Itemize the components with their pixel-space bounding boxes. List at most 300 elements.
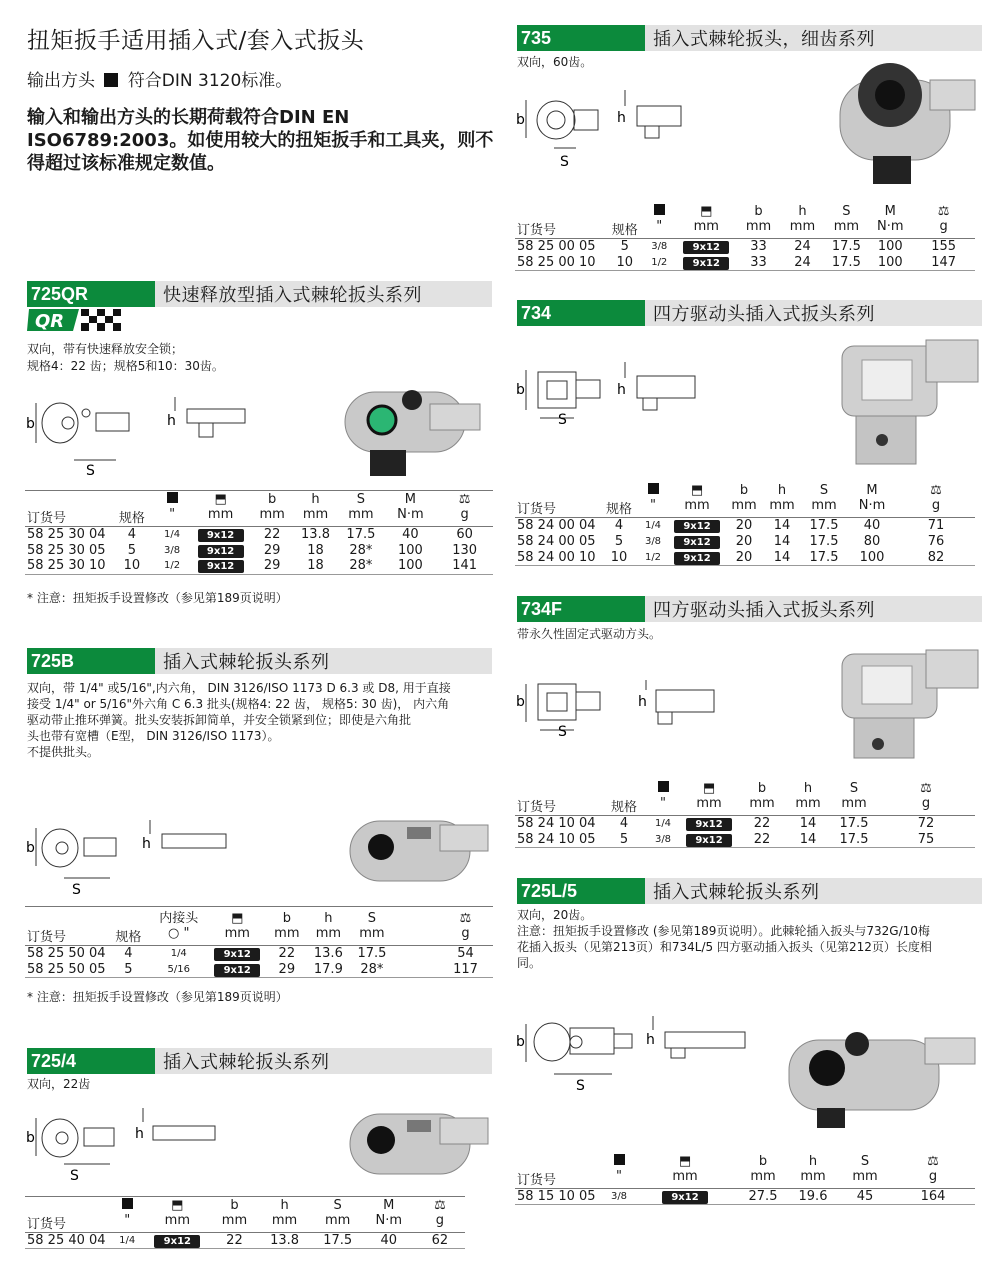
ratchet-photo-734f xyxy=(838,640,983,765)
table-row xyxy=(25,1232,465,1248)
ratchet-photo-725b xyxy=(345,805,495,895)
section-desc xyxy=(517,907,932,971)
m-value: 80 xyxy=(863,534,881,549)
col-h: h xyxy=(280,1197,289,1213)
section-code: 725QR xyxy=(27,281,155,307)
dimension-diagram-734 xyxy=(514,366,609,428)
order-number: 58 25 00 10 xyxy=(515,255,607,271)
s-value: 17.5 xyxy=(346,526,376,542)
b-value: 33 xyxy=(737,255,781,271)
col-inch: " xyxy=(112,1213,142,1233)
section-header-734f xyxy=(517,596,982,622)
inch-size: 1/2 xyxy=(643,255,676,271)
section-code: 725L/5 xyxy=(517,878,645,904)
section-desc: 规格4：22 齿；规格5和10：30齿。 xyxy=(27,359,224,373)
s-value: 17.5 xyxy=(824,255,868,271)
col-inch: " xyxy=(154,507,191,527)
b-value: 29 xyxy=(266,962,307,978)
col-unit: g xyxy=(897,498,975,518)
col-b: b xyxy=(282,911,291,926)
square-drive-icon xyxy=(654,204,665,215)
col-unit: g xyxy=(438,926,493,946)
chip-9x12: 9x12 xyxy=(686,834,732,847)
side-diagram-725-4 xyxy=(133,1108,228,1153)
size: 5 xyxy=(620,239,629,255)
side-diagram-725l5 xyxy=(645,1016,755,1061)
hex-ring-icon: ○ " xyxy=(149,926,208,946)
col-unit: mm xyxy=(308,926,350,946)
b-value: 29 xyxy=(263,542,281,558)
table-row xyxy=(515,1189,975,1205)
svg-text:S: S xyxy=(560,154,569,170)
col-unit: N·m xyxy=(847,498,897,518)
ratchet-photo-734 xyxy=(838,330,983,470)
chip-9x12: 9x12 xyxy=(198,545,244,558)
section-desc: 带永久性固定式驱动方头。 xyxy=(517,627,662,641)
col-size: 规格 xyxy=(607,219,643,239)
col-h: h xyxy=(798,204,807,219)
svg-text:b: b xyxy=(26,1130,35,1146)
h-value: 14 xyxy=(763,550,801,566)
section-desc: 双向，带有快速释放安全锁； xyxy=(27,342,184,356)
svg-text:S: S xyxy=(558,724,567,740)
m-value: 40 xyxy=(863,518,881,534)
inch-size: 1/2 xyxy=(154,558,191,574)
s-value: 17.5 xyxy=(357,946,387,962)
h-value: 18 xyxy=(294,558,337,574)
svg-text:h: h xyxy=(638,694,647,710)
side-diagram-725b xyxy=(140,820,235,865)
chip-9x12: 9x12 xyxy=(674,552,720,565)
h-value: 14 xyxy=(799,816,817,832)
order-number: 58 25 30 04 xyxy=(27,526,106,542)
col-h: h xyxy=(311,491,320,507)
desc-line: 不提供批头。 xyxy=(27,745,100,759)
col-s: S xyxy=(860,1154,870,1169)
inch-size: 5/16 xyxy=(149,962,208,978)
chip-9x12: 9x12 xyxy=(214,948,260,961)
dimension-diagram-734f xyxy=(514,680,609,740)
col-unit: mm xyxy=(337,507,384,527)
g-value: 117 xyxy=(438,962,493,978)
chip-9x12: 9x12 xyxy=(686,818,732,831)
svg-text:S: S xyxy=(576,1078,585,1094)
inch-size: 1/2 xyxy=(637,550,669,566)
square-drive-icon xyxy=(104,73,118,87)
ratchet-photo-735 xyxy=(835,60,985,185)
svg-text:h: h xyxy=(617,382,626,398)
m-value: 40 xyxy=(363,1232,415,1248)
ratchet-photo-725qr xyxy=(340,372,490,480)
h-value: 14 xyxy=(773,518,791,534)
col-unit: g xyxy=(891,1169,975,1189)
col-h: h xyxy=(808,1154,818,1169)
section-title: 四方驱动头插入式扳头系列 xyxy=(653,600,875,621)
col-inch: " xyxy=(643,219,676,239)
col-unit: mm xyxy=(212,1213,256,1233)
weight-icon: ⚖ xyxy=(937,204,950,219)
b-value: 22 xyxy=(278,946,296,962)
svg-text:S: S xyxy=(72,882,81,897)
chip-9x12: 9x12 xyxy=(662,1191,708,1204)
inch-size: 3/8 xyxy=(644,536,662,547)
size: 5 xyxy=(108,962,150,978)
col-s: S xyxy=(819,483,829,498)
h-value: 24 xyxy=(794,239,811,255)
svg-text:h: h xyxy=(617,110,626,126)
din-label: 符合DIN 3120标准。 xyxy=(127,71,293,91)
col-unit: mm xyxy=(208,926,266,946)
col-unit: mm xyxy=(191,507,251,527)
square-drive-icon xyxy=(167,492,178,503)
section-code: 725/4 xyxy=(27,1048,155,1074)
col-order: 订货号 xyxy=(25,926,108,946)
col-unit: g xyxy=(912,219,975,239)
b-value: 20 xyxy=(735,518,753,534)
section-header-735 xyxy=(517,25,982,51)
col-unit: mm xyxy=(251,507,294,527)
inch-size: 1/4 xyxy=(644,520,662,532)
col-unit: mm xyxy=(787,1169,839,1189)
inch-size: 3/8 xyxy=(607,1189,631,1205)
qr-logo xyxy=(27,307,127,333)
desc-line: 驱动带止推环弹簧。批头安装拆卸简单，并安全锁紧到位；即使是六角批 xyxy=(27,713,412,727)
svg-text:S: S xyxy=(70,1168,79,1184)
col-order: 订货号 xyxy=(515,1169,607,1189)
col-h: h xyxy=(803,781,813,796)
order-number: 58 15 10 05 xyxy=(515,1189,607,1205)
svg-text:S: S xyxy=(558,412,567,428)
dimension-diagram-725qr xyxy=(24,395,149,480)
col-h: h xyxy=(324,911,333,926)
section-title: 四方驱动头插入式扳头系列 xyxy=(653,304,875,325)
spanner-icon: ⬒ xyxy=(678,1154,692,1169)
g-value: 75 xyxy=(877,832,975,848)
chip-9x12: 9x12 xyxy=(214,964,260,977)
section-desc: 双向，60齿。 xyxy=(517,55,593,69)
order-number: 58 25 50 04 xyxy=(27,946,106,962)
dimension-diagram-735 xyxy=(514,92,604,172)
col-unit: mm xyxy=(725,498,763,518)
col-s: S xyxy=(367,911,377,926)
g-value: 155 xyxy=(931,239,957,255)
section-title: 快速释放型插入式棘轮扳头系列 xyxy=(163,285,422,306)
m-value: 100 xyxy=(398,542,423,558)
page-title: 扭矩扳手适用插入式/套入式扳头 xyxy=(27,28,365,54)
g-value: 62 xyxy=(415,1232,465,1248)
col-s: S xyxy=(842,204,851,219)
col-unit: mm xyxy=(679,796,739,816)
h-value: 14 xyxy=(785,832,831,848)
svg-text:h: h xyxy=(142,836,151,852)
b-value: 29 xyxy=(251,558,294,574)
size: 4 xyxy=(614,518,624,534)
col-unit: mm xyxy=(631,1169,739,1189)
col-s: S xyxy=(356,491,366,507)
table-row xyxy=(25,542,493,558)
col-unit: g xyxy=(436,507,493,527)
col-inch: " xyxy=(637,498,669,518)
b-value: 22 xyxy=(739,832,785,848)
g-value: 164 xyxy=(891,1189,975,1205)
table-row xyxy=(515,518,975,534)
dimension-diagram-725b xyxy=(24,822,149,897)
order-number: 58 24 00 10 xyxy=(515,550,601,566)
s-value: 45 xyxy=(839,1189,891,1205)
size: 10 xyxy=(607,255,643,271)
section-desc xyxy=(27,680,451,760)
col-inch: " xyxy=(607,1169,631,1189)
inch-size: 1/4 xyxy=(654,818,672,830)
spanner-icon: ⬒ xyxy=(690,483,704,498)
svg-text:b: b xyxy=(26,840,35,856)
col-unit: mm xyxy=(739,796,785,816)
chip-9x12: 9x12 xyxy=(683,241,729,254)
side-diagram-725qr xyxy=(165,397,250,447)
m-value: 100 xyxy=(877,239,903,255)
order-number: 58 25 40 04 xyxy=(25,1232,112,1248)
svg-text:h: h xyxy=(135,1126,144,1142)
desc-line: 双向，20齿。 xyxy=(517,908,593,922)
inch-size: 3/8 xyxy=(647,832,679,848)
spanner-icon: ⬒ xyxy=(214,491,227,507)
svg-text:S: S xyxy=(86,463,95,479)
m-value: 100 xyxy=(868,255,912,271)
col-unit: mm xyxy=(801,498,847,518)
h-value: 19.6 xyxy=(787,1189,839,1205)
desc-line: 注意：扭矩扳手设置修改 (参见第189页说明）。此棘轮插入扳头与732G/10梅 xyxy=(517,924,930,938)
side-diagram-735 xyxy=(615,90,695,145)
spec-table-725l5 xyxy=(515,1153,975,1205)
col-m: M xyxy=(884,204,896,219)
section-code: 734 xyxy=(517,300,645,326)
table-row xyxy=(25,946,493,962)
s-value: 17.5 xyxy=(839,816,869,832)
order-number: 58 24 00 04 xyxy=(517,518,596,534)
svg-text:b: b xyxy=(26,416,35,432)
col-unit: N·m xyxy=(868,219,912,239)
spec-table-735 xyxy=(515,203,975,271)
svg-text:b: b xyxy=(516,1034,525,1050)
g-value: 54 xyxy=(457,946,474,962)
col-order: 订货号 xyxy=(515,219,607,239)
col-b: b xyxy=(754,204,763,219)
size: 10 xyxy=(110,558,153,574)
col-unit: g xyxy=(877,796,975,816)
side-diagram-734f xyxy=(636,680,726,730)
col-unit: mm xyxy=(349,926,394,946)
s-value: 17.5 xyxy=(313,1232,363,1248)
col-unit: mm xyxy=(676,219,737,239)
order-number: 58 25 50 05 xyxy=(27,961,106,977)
square-drive-icon xyxy=(658,781,669,792)
weight-icon: ⚖ xyxy=(459,911,472,926)
inch-size: 1/4 xyxy=(170,948,187,960)
desc-line: 接受 1/4" or 5/16"外六角 C 6.3 批头(规格4: 22 齿， 规格5: 30 齿)， 内六角 xyxy=(27,697,450,711)
col-unit: N·m xyxy=(363,1213,415,1233)
dimension-diagram-725-4 xyxy=(24,1112,149,1184)
s-value: 28* xyxy=(349,542,373,558)
ratchet-photo-725-4 xyxy=(345,1094,495,1189)
table-row xyxy=(25,558,493,574)
col-b: b xyxy=(757,781,767,796)
size: 5 xyxy=(127,542,136,558)
order-number: 58 25 00 05 xyxy=(517,239,596,255)
s-value: 17.5 xyxy=(831,239,861,255)
g-value: 82 xyxy=(897,550,975,566)
col-size: 规格 xyxy=(601,796,647,816)
size: 10 xyxy=(601,550,637,566)
s-value: 17.5 xyxy=(809,518,839,534)
col-s: S xyxy=(333,1197,342,1213)
spanner-icon: ⬒ xyxy=(171,1197,184,1213)
weight-icon: ⚖ xyxy=(458,491,471,507)
col-unit: mm xyxy=(739,1169,787,1189)
square-drive-icon xyxy=(122,1198,133,1209)
section-code: 725B xyxy=(27,648,155,674)
square-drive-icon xyxy=(648,483,659,494)
col-unit: g xyxy=(415,1213,465,1233)
spec-table-734 xyxy=(515,482,975,566)
col-order: 订货号 xyxy=(515,796,601,816)
col-unit: mm xyxy=(763,498,801,518)
size: 5 xyxy=(614,534,624,549)
footnote: * 注意：扭矩扳手设置修改（参见第189页说明） xyxy=(27,591,288,605)
col-unit: mm xyxy=(781,219,825,239)
h-value: 13.8 xyxy=(257,1232,313,1248)
g-value: 147 xyxy=(912,255,975,271)
size: 4 xyxy=(124,946,133,962)
section-desc: 双向，22齿 xyxy=(27,1077,91,1091)
col-m: M xyxy=(866,483,878,498)
col-unit: mm xyxy=(785,796,831,816)
col-order: 订货号 xyxy=(515,498,601,518)
size: 4 xyxy=(619,816,629,832)
b-value: 22 xyxy=(212,1232,256,1248)
s-value: 17.5 xyxy=(809,534,839,549)
svg-text:h: h xyxy=(646,1032,655,1048)
desc-line: 花插入扳头（见第213页）和734L/5 四方驱动插入扳头（见第212页）长度相 xyxy=(517,940,932,954)
col-m: M xyxy=(404,491,417,507)
spec-table-725qr xyxy=(25,490,493,575)
desc-line: 头也带有宽槽（E型， DIN 3126/ISO 1173）。 xyxy=(27,729,280,743)
inch-size: 3/8 xyxy=(651,241,668,253)
spanner-icon: ⬒ xyxy=(700,204,713,219)
svg-text:h: h xyxy=(167,413,176,429)
inch-size: 1/4 xyxy=(164,528,181,540)
col-order: 订货号 xyxy=(25,1213,112,1233)
size: 4 xyxy=(127,526,136,542)
desc-line: 双向，带 1/4" 或5/16",内六角， DIN 3126/ISO 1173 D 6.3 或 D8, 用于直接 xyxy=(27,681,451,695)
section-title: 插入式棘轮扳头系列 xyxy=(163,652,330,673)
col-unit: mm xyxy=(831,796,877,816)
section-header-725b xyxy=(27,648,492,674)
side-diagram-734 xyxy=(615,362,705,417)
section-title: 插入式棘轮扳头，细齿系列 xyxy=(653,29,875,50)
weight-icon: ⚖ xyxy=(434,1197,446,1213)
spec-table-725b xyxy=(25,906,493,978)
g-value: 130 xyxy=(452,542,478,558)
table-row xyxy=(515,534,975,550)
s-value: 28* xyxy=(349,962,394,978)
section-title: 插入式棘轮扳头系列 xyxy=(653,882,820,903)
output-label: 输出方头 xyxy=(27,71,95,91)
col-b: b xyxy=(739,483,749,498)
m-value: 100 xyxy=(385,558,437,574)
g-value: 60 xyxy=(456,526,473,542)
b-value: 27.5 xyxy=(739,1189,787,1205)
h-value: 24 xyxy=(781,255,825,271)
b-value: 20 xyxy=(725,550,763,566)
section-code: 734F xyxy=(517,596,645,622)
weight-icon: ⚖ xyxy=(920,781,932,796)
s-value: 17.5 xyxy=(801,550,847,566)
col-unit: mm xyxy=(313,1213,363,1233)
inch-size: 3/8 xyxy=(164,544,181,556)
order-number: 58 24 10 05 xyxy=(515,832,601,848)
section-header-725qr xyxy=(27,281,492,307)
standard-paragraph: 输入和输出方头的长期荷载符合DIN EN ISO6789:2003。如使用较大的扭矩扳手和工具夹，则不得超过该标准规定数值。 xyxy=(27,107,494,174)
g-value: 72 xyxy=(917,816,935,832)
ratchet-photo-725l5 xyxy=(785,1012,980,1132)
chip-9x12: 9x12 xyxy=(683,257,729,270)
inch-size: 1/4 xyxy=(112,1232,142,1248)
order-number: 58 24 10 04 xyxy=(517,816,596,832)
spec-table-734f xyxy=(515,780,975,848)
m-value: 100 xyxy=(847,550,897,566)
h-value: 17.9 xyxy=(308,962,350,978)
col-s: S xyxy=(849,781,859,796)
s-value: 17.5 xyxy=(831,832,877,848)
weight-icon: ⚖ xyxy=(930,483,942,498)
dimension-diagram-725l5 xyxy=(514,1020,639,1095)
col-unit: mm xyxy=(294,507,337,527)
table-row xyxy=(515,255,975,271)
footnote: * 注意：扭矩扳手设置修改（参见第189页说明） xyxy=(27,990,288,1004)
col-size: 规格 xyxy=(108,926,150,946)
col-h: h xyxy=(777,483,787,498)
output-line xyxy=(27,66,292,91)
svg-text:b: b xyxy=(516,382,525,398)
h-value: 13.8 xyxy=(301,526,330,542)
chip-9x12: 9x12 xyxy=(674,536,720,549)
spanner-icon: ⬒ xyxy=(702,781,716,796)
order-number: 58 25 30 10 xyxy=(25,558,110,574)
b-value: 22 xyxy=(753,816,771,832)
m-value: 40 xyxy=(402,526,419,542)
section-header-734 xyxy=(517,300,982,326)
order-number: 58 24 00 05 xyxy=(517,534,596,549)
col-unit: N·m xyxy=(385,507,437,527)
chip-9x12: 9x12 xyxy=(198,529,244,542)
chip-9x12: 9x12 xyxy=(198,560,244,573)
chip-9x12: 9x12 xyxy=(154,1235,200,1248)
col-unit: mm xyxy=(266,926,307,946)
table-row xyxy=(25,526,493,542)
weight-icon: ⚖ xyxy=(927,1154,939,1169)
section-header-725l5 xyxy=(517,878,982,904)
col-order: 订货号 xyxy=(25,507,110,527)
spec-table-725-4 xyxy=(25,1196,465,1249)
col-inch: " xyxy=(647,796,679,816)
h-value: 14 xyxy=(773,534,791,549)
square-drive-icon xyxy=(614,1154,625,1165)
b-value: 20 xyxy=(735,534,753,549)
table-row xyxy=(515,832,975,848)
section-title: 插入式棘轮扳头系列 xyxy=(163,1052,330,1073)
col-size: 规格 xyxy=(110,507,153,527)
spanner-icon: ⬒ xyxy=(231,911,244,926)
